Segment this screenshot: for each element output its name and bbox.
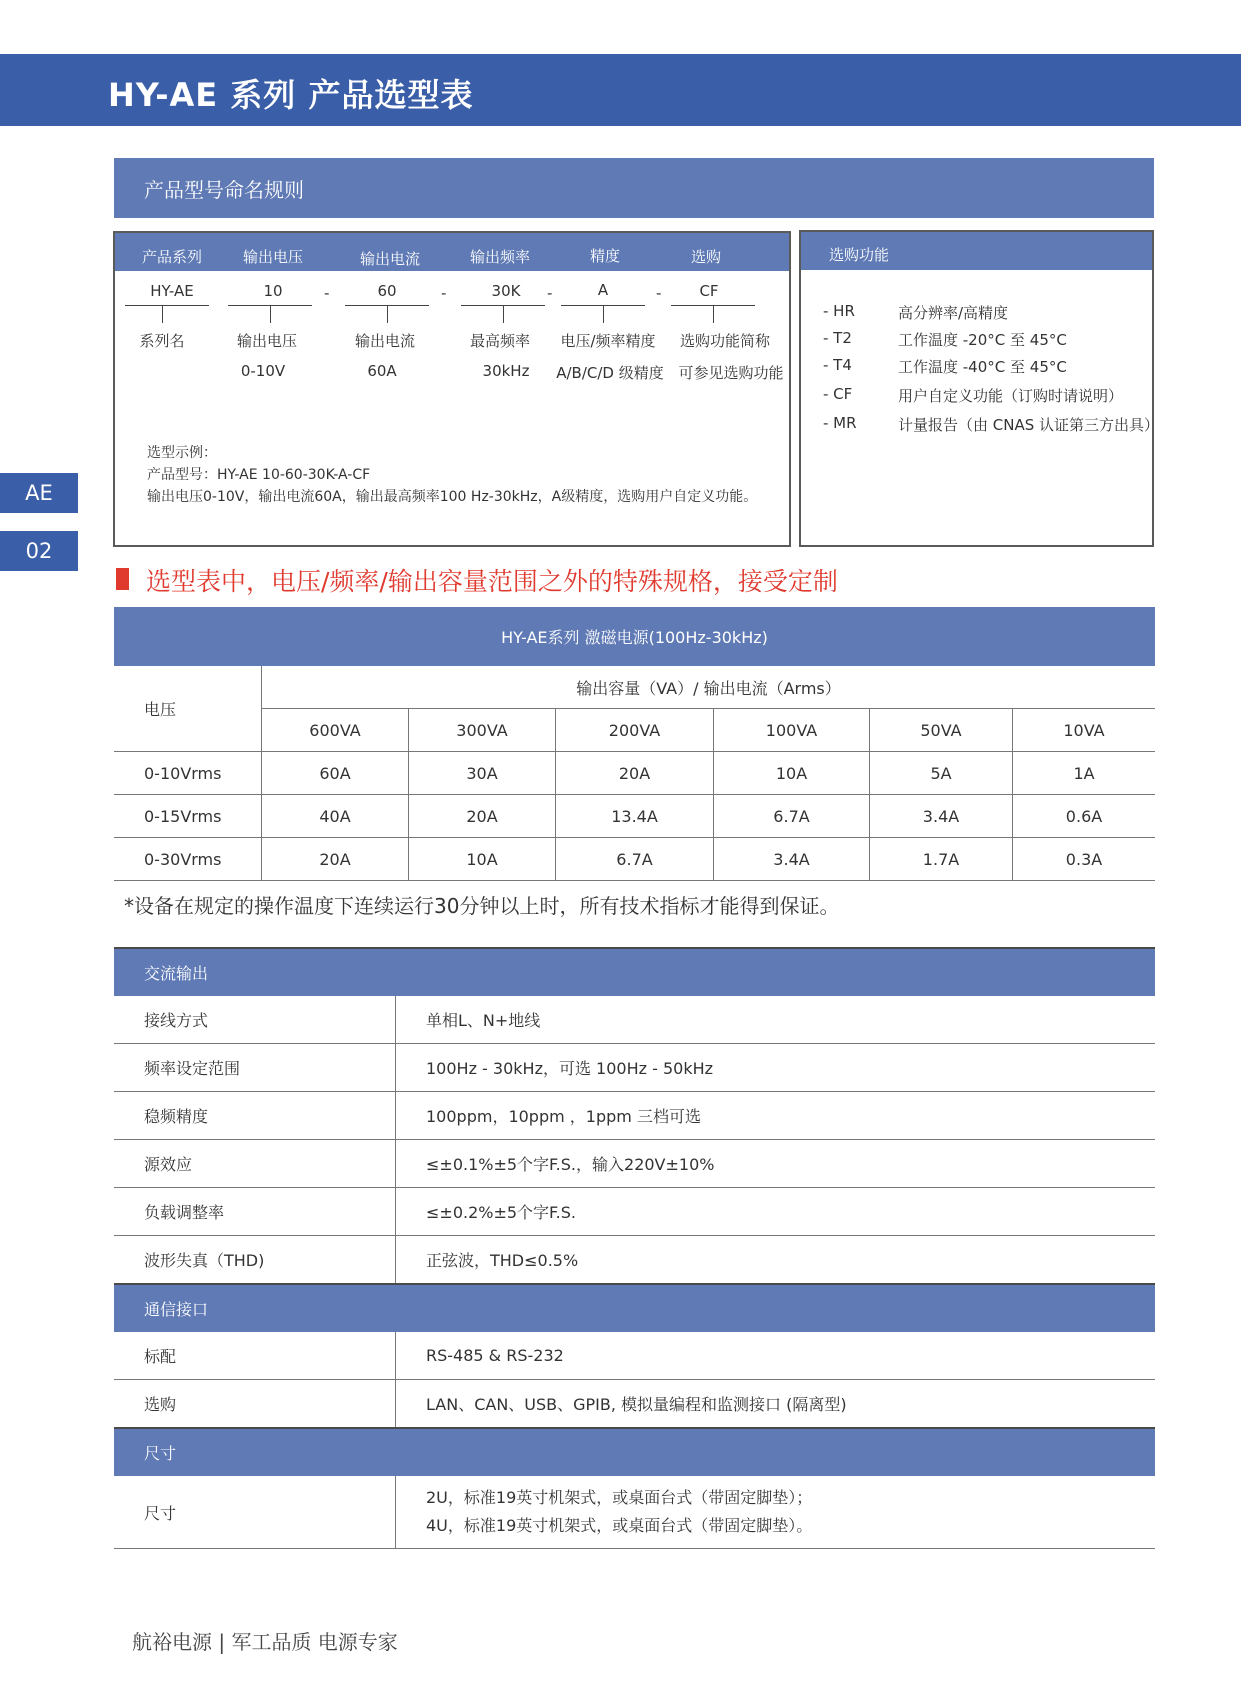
code-frequency: 30K (491, 282, 521, 300)
code-voltage: 10 (263, 282, 283, 300)
selection-table-title: HY-AE系列 激磁电源(100Hz-30kHz) (114, 607, 1155, 666)
naming-col-series: 产品系列 (141, 248, 202, 266)
spec-key: 负载调整率 (114, 1188, 396, 1236)
spec-key: 尺寸 (114, 1476, 396, 1549)
value-accuracy: A/B/C/D 级精度 (556, 364, 664, 382)
code-tick (270, 305, 271, 323)
current-cell: 0.3A (1013, 838, 1156, 881)
spec-value: RS-485 & RS-232 (396, 1332, 1156, 1380)
notice-marker (116, 568, 129, 590)
option-desc-hr: 高分辨率/高精度 (898, 304, 1009, 322)
naming-col-voltage: 输出电压 (242, 248, 303, 266)
example-desc: 输出电压0-10V，输出电流60A，输出最高频率100 Hz-30kHz，A级精度，选购用户自定义功能。 (147, 489, 758, 505)
separator: - (656, 284, 662, 302)
spec-value: LAN、CAN、USB、GPIB, 模拟量编程和监测接口 (隔离型) (396, 1380, 1156, 1429)
table-row (114, 795, 1155, 838)
naming-rule-bar (114, 158, 1154, 218)
naming-col-current: 输出电流 (359, 250, 420, 268)
table-row (114, 1236, 1155, 1285)
capacity-cell: 200VA (556, 709, 714, 752)
size-line: 2U，标准19英寸机架式，或桌面台式（带固定脚垫）； (426, 1488, 813, 1507)
side-tab-page[interactable]: 02 (0, 531, 78, 571)
capacity-cell: 100VA (714, 709, 870, 752)
option-code-cf: - CF (823, 385, 853, 403)
code-underline (125, 305, 209, 306)
options-panel (799, 230, 1160, 547)
option-code-hr: - HR (823, 302, 855, 320)
current-cell: 13.4A (556, 795, 714, 838)
spec-key: 波形失真（THD) (114, 1236, 396, 1285)
table-row (114, 1140, 1155, 1188)
option-desc-cf: 用户自定义功能（订购时请说明） (898, 387, 1124, 405)
table-row (114, 838, 1155, 881)
naming-rule-title: 产品型号命名规则 (144, 177, 304, 202)
spec-value: 100ppm，10ppm ，1ppm 三档可选 (396, 1092, 1156, 1140)
size-line: 4U，标准19英寸机架式，或桌面台式（带固定脚垫）。 (426, 1516, 813, 1535)
current-cell: 10A (714, 752, 870, 795)
code-tick (387, 305, 388, 323)
meaning-accuracy: 电压/频率精度 (560, 332, 656, 350)
naming-col-accuracy: 精度 (589, 247, 620, 265)
option-desc-t4: 工作温度 -40°C 至 45°C (898, 358, 1067, 376)
naming-col-option: 选购 (690, 248, 721, 266)
spec-key: 稳频精度 (114, 1092, 396, 1140)
current-cell: 3.4A (870, 795, 1013, 838)
capacity-header-row (114, 666, 1155, 709)
value-option: 可参见选购功能 (678, 364, 784, 382)
table-row (114, 1476, 1155, 1549)
meaning-voltage: 输出电压 (236, 332, 297, 350)
current-cell: 30A (409, 752, 556, 795)
spec-key: 标配 (114, 1332, 396, 1380)
table-row (114, 1380, 1155, 1429)
current-cell: 1.7A (870, 838, 1013, 881)
section-comm (114, 1284, 1155, 1332)
spec-value: 100Hz - 30kHz，可选 100Hz - 50kHz (396, 1044, 1156, 1092)
separator: - (324, 284, 330, 302)
capacity-cell: 10VA (1013, 709, 1156, 752)
selection-table-title-row (114, 607, 1155, 666)
side-tab-series[interactable]: AE (0, 473, 78, 513)
code-tick (603, 305, 604, 323)
meaning-series: 系列名 (139, 332, 185, 350)
option-desc-mr: 计量报告（由 CNAS 认证第三方出具） (898, 416, 1160, 434)
table-row (114, 1092, 1155, 1140)
current-cell: 1A (1013, 752, 1156, 795)
current-cell: 40A (262, 795, 409, 838)
meaning-frequency: 最高频率 (469, 332, 530, 350)
options-title: 选购功能 (829, 246, 890, 264)
example-model: 产品型号：HY-AE 10-60-30K-A-CF (147, 467, 371, 483)
current-cell: 3.4A (714, 838, 870, 881)
voltage-header: 电压 (114, 666, 262, 752)
section-size (114, 1428, 1155, 1476)
capacity-header: 输出容量（VA）/ 输出电流（Arms） (262, 666, 1156, 709)
capacity-cell: 600VA (262, 709, 409, 752)
code-current: 60 (377, 282, 397, 300)
option-code-t2: - T2 (823, 329, 852, 347)
section-ac-output (114, 948, 1155, 996)
capacity-cell: 300VA (409, 709, 556, 752)
spec-value (396, 1476, 1156, 1549)
code-accuracy: A (597, 281, 609, 299)
option-code-t4: - T4 (823, 356, 852, 374)
value-voltage: 0-10V (240, 362, 286, 380)
table-row (114, 752, 1155, 795)
current-cell: 20A (409, 795, 556, 838)
footer-text: 航裕电源 | 军工品质 电源专家 (132, 1630, 398, 1654)
code-tick (162, 305, 163, 323)
spec-key: 源效应 (114, 1140, 396, 1188)
current-cell: 20A (262, 838, 409, 881)
example-label: 选型示例： (147, 445, 217, 461)
code-option: CF (699, 282, 719, 300)
current-cell: 6.7A (556, 838, 714, 881)
current-cell: 20A (556, 752, 714, 795)
spec-value: ≤±0.1%±5个字F.S.，输入220V±10% (396, 1140, 1156, 1188)
current-cell: 6.7A (714, 795, 870, 838)
voltage-cell: 0-15Vrms (114, 795, 262, 838)
code-tick (503, 305, 504, 323)
current-cell: 0.6A (1013, 795, 1156, 838)
options-panel-header (801, 232, 1152, 270)
spec-value: 单相L、N+地线 (396, 996, 1156, 1044)
naming-col-frequency: 输出频率 (469, 248, 530, 266)
meaning-option: 选购功能简称 (679, 332, 770, 350)
spec-key: 接线方式 (114, 996, 396, 1044)
table-row (114, 996, 1155, 1044)
separator: - (547, 284, 553, 302)
section-title: 交流输出 (114, 948, 1155, 996)
table-row (114, 1044, 1155, 1092)
value-current: 60A (367, 362, 397, 380)
option-desc-t2: 工作温度 -20°C 至 45°C (898, 331, 1067, 349)
code-series: HY-AE (150, 282, 194, 300)
spec-key: 选购 (114, 1380, 396, 1429)
current-cell: 5A (870, 752, 1013, 795)
table-row (114, 1188, 1155, 1236)
capacity-row (114, 709, 1155, 752)
code-tick (713, 305, 714, 323)
selection-table (114, 607, 1155, 881)
spec-table (114, 947, 1155, 1549)
section-title: 通信接口 (114, 1284, 1155, 1332)
section-title: 尺寸 (114, 1428, 1155, 1476)
naming-panel (113, 231, 791, 547)
spec-key: 频率设定范围 (114, 1044, 396, 1092)
voltage-cell: 0-30Vrms (114, 838, 262, 881)
capacity-cell: 50VA (870, 709, 1013, 752)
current-cell: 10A (409, 838, 556, 881)
table-row (114, 1332, 1155, 1380)
spec-value: 正弦波，THD≤0.5% (396, 1236, 1156, 1285)
meaning-current: 输出电流 (354, 332, 415, 350)
naming-panel-header (115, 233, 789, 271)
separator: - (441, 284, 447, 302)
page-title: HY-AE 系列 产品选型表 (108, 76, 474, 114)
option-code-mr: - MR (823, 414, 857, 432)
voltage-cell: 0-10Vrms (114, 752, 262, 795)
spec-value: ≤±0.2%±5个字F.S. (396, 1188, 1156, 1236)
current-cell: 60A (262, 752, 409, 795)
custom-notice: 选型表中，电压/频率/输出容量范围之外的特殊规格，接受定制 (146, 567, 838, 596)
footnote: *设备在规定的操作温度下连续运行30分钟以上时，所有技术指标才能得到保证。 (124, 894, 840, 918)
value-frequency: 30kHz (482, 362, 530, 380)
